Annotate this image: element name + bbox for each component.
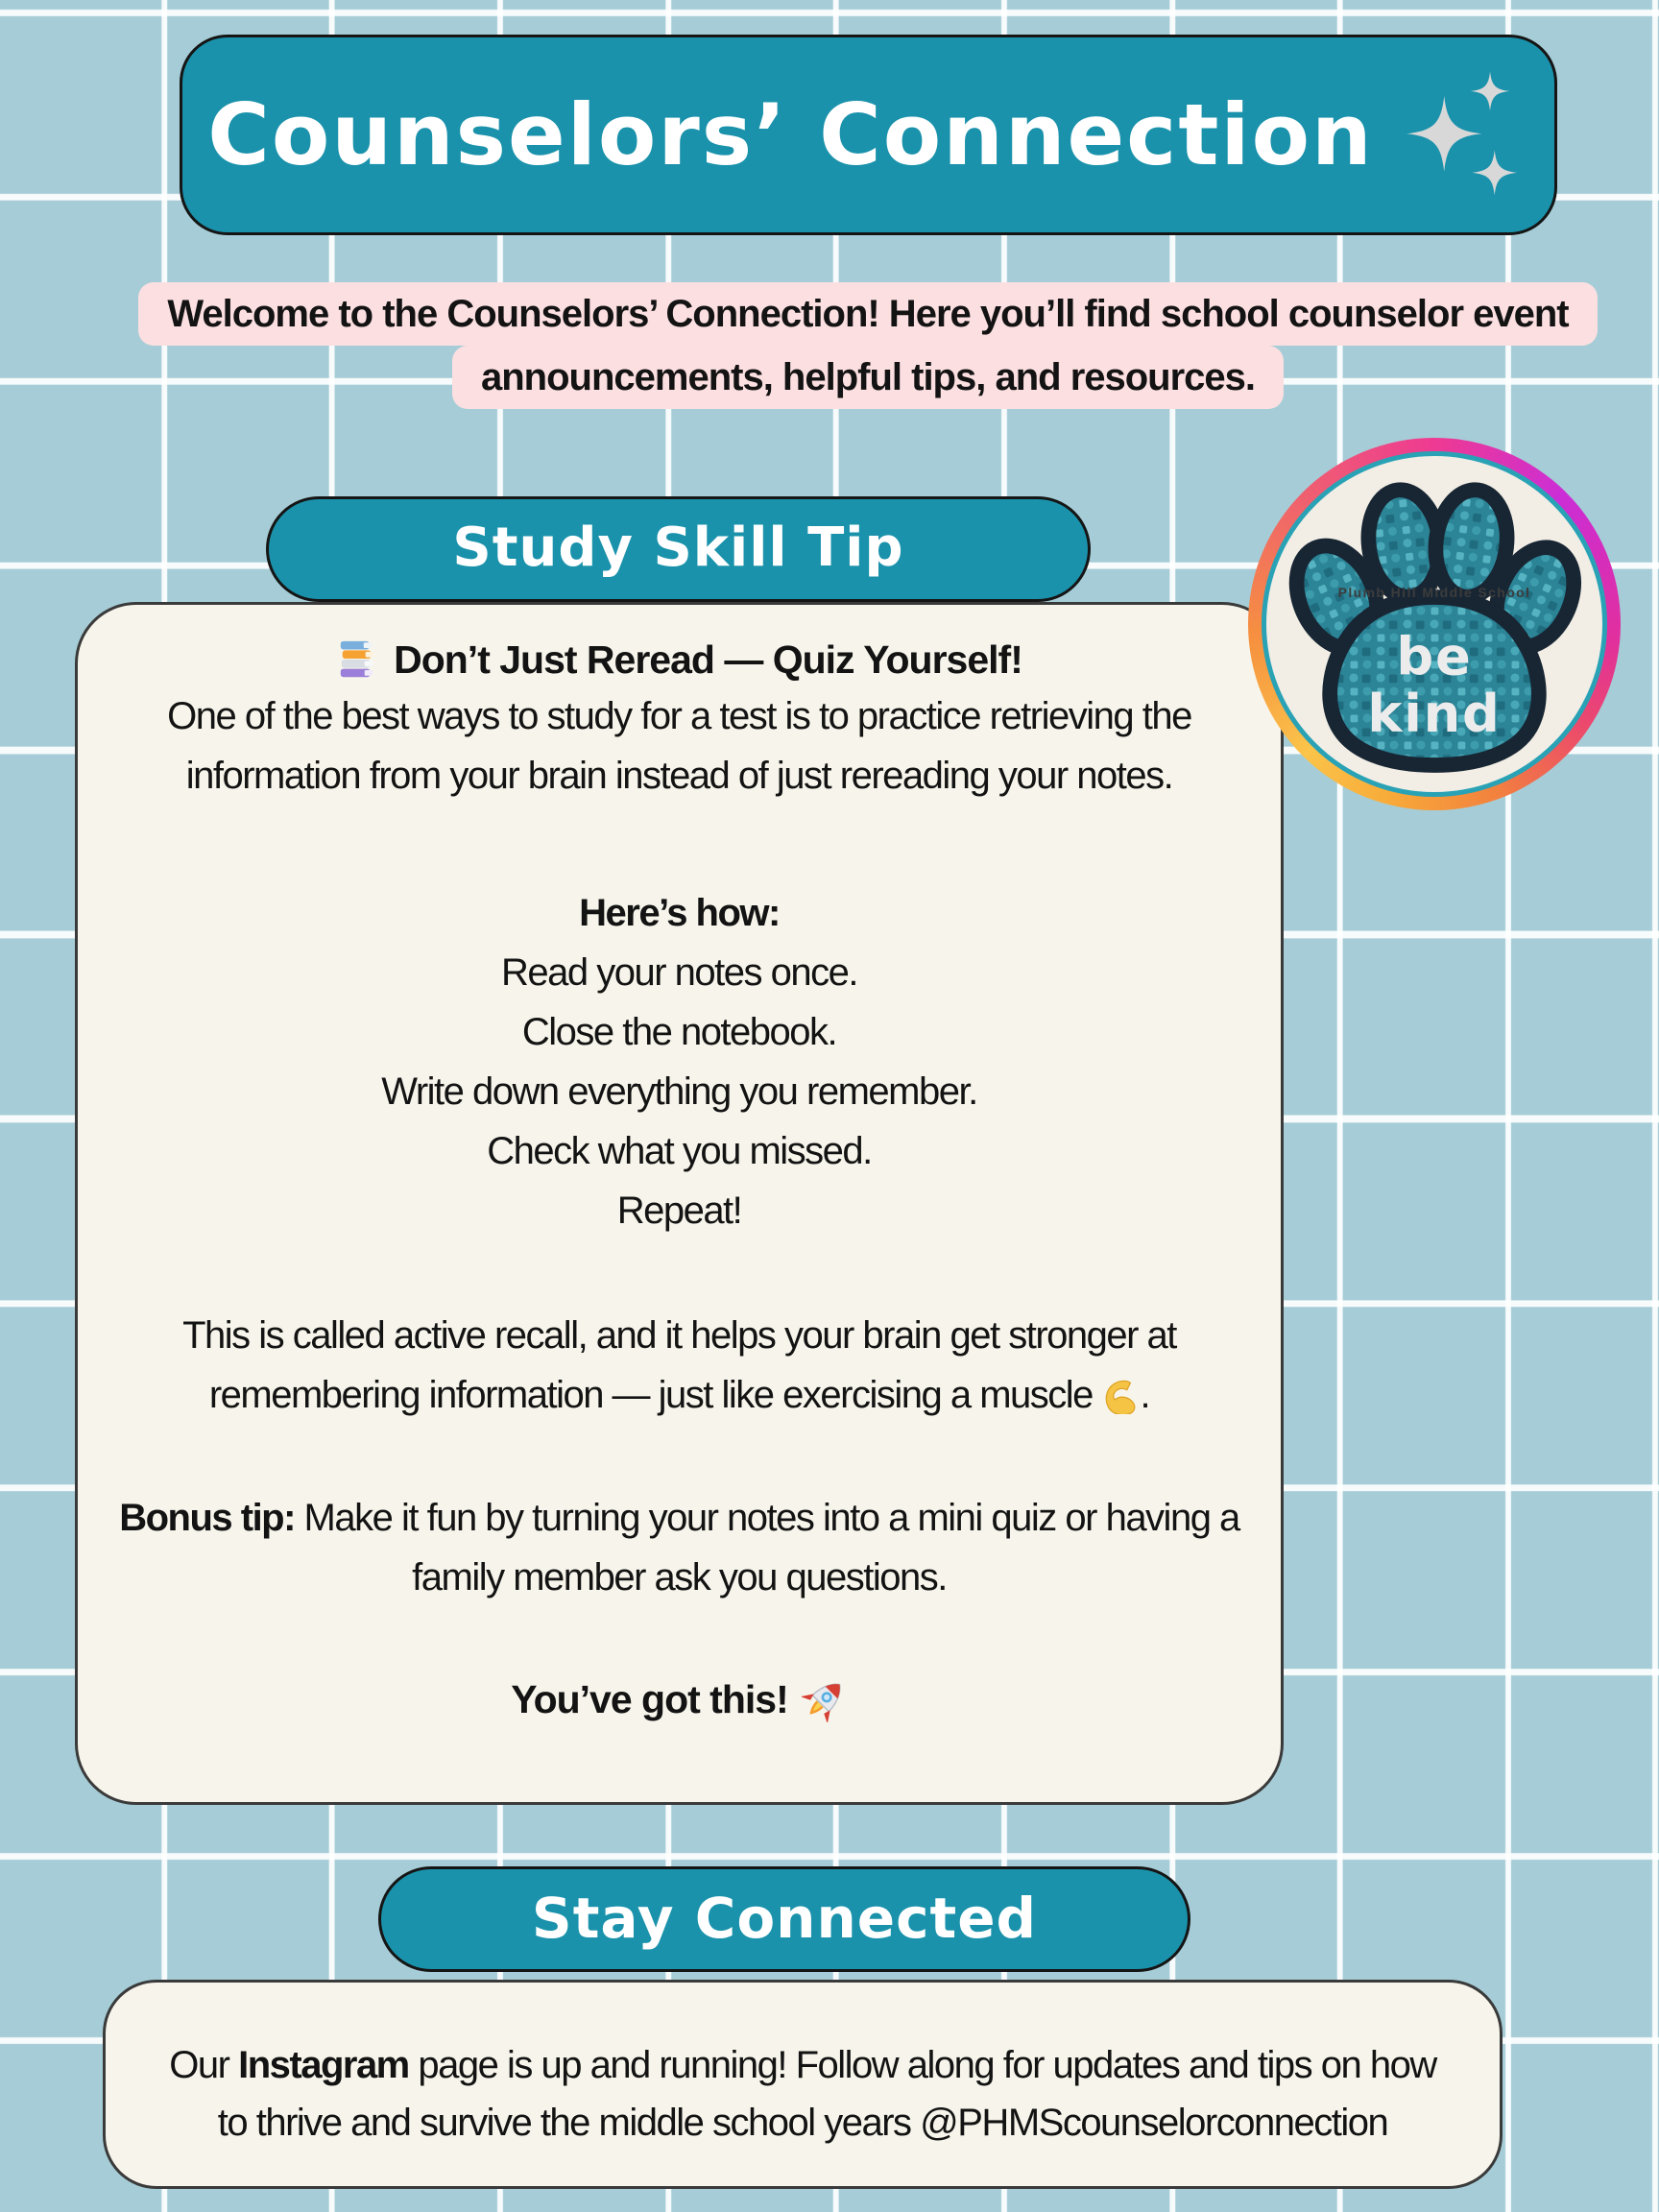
connect-text-rest: page is up and running! Follow along for updates and tips on how to thrive and survive the middle school years @PHMScounselorconnection xyxy=(217,2044,1436,2144)
books-icon xyxy=(336,637,380,682)
study-tip-intro: One of the best ways to study for a test is to practice retrieving the information from your brain instead of just rereading your notes. xyxy=(167,695,1191,797)
welcome-banner xyxy=(77,282,1659,409)
stay-connected-paragraph xyxy=(159,1983,1446,2152)
stay-connected-badge xyxy=(378,1866,1190,1972)
be-kind-text-line1: be xyxy=(1396,626,1473,687)
bonus-tip-text: Make it fun by turning your notes into a mini quiz or having a family member ask you questions. xyxy=(294,1497,1239,1599)
stay-connected-card xyxy=(103,1980,1503,2189)
study-step: Write down everything you remember. xyxy=(381,1070,977,1113)
study-tip-card xyxy=(75,602,1284,1805)
study-skill-tip-badge xyxy=(266,496,1091,602)
active-recall-period: . xyxy=(1140,1374,1150,1416)
active-recall-paragraph xyxy=(113,1306,1246,1425)
paw-print-graphic xyxy=(1262,451,1607,797)
flexed-biceps-icon xyxy=(1102,1376,1141,1414)
study-step: Close the notebook. xyxy=(521,1011,837,1053)
be-kind-text-line2: kind xyxy=(1367,684,1502,744)
welcome-line-2: announcements, helpful tips, and resources. xyxy=(452,346,1284,409)
heres-how-label: Here’s how: xyxy=(579,892,780,934)
school-name-text: Plumb Hill Middle School xyxy=(1337,585,1531,600)
closing-line xyxy=(113,1670,1246,1729)
connect-text-start: Our xyxy=(169,2044,239,2086)
study-step: Repeat! xyxy=(616,1190,742,1232)
bonus-tip-label: Bonus tip: xyxy=(119,1497,295,1539)
study-step: Read your notes once. xyxy=(501,951,857,994)
study-tip-title: Don’t Just Reread — Quiz Yourself! xyxy=(394,637,1022,682)
bonus-tip-paragraph xyxy=(113,1488,1246,1607)
header-banner xyxy=(180,35,1557,235)
study-step: Check what you missed. xyxy=(487,1130,872,1172)
welcome-line-1: Welcome to the Counselors’ Connection! Here you’ll find school counselor event xyxy=(138,282,1597,346)
closing-text: You’ve got this! xyxy=(511,1677,788,1721)
active-recall-text: This is called active recall, and it helps your brain get stronger at remembering information — just like exercising a muscle xyxy=(182,1314,1176,1416)
stay-connected-badge-label: Stay Connected xyxy=(531,1886,1038,1951)
rocket-icon xyxy=(802,1676,848,1722)
school-seal-image xyxy=(1248,438,1621,810)
page-title: Counselors’ Connection xyxy=(207,85,1374,184)
instagram-label: Instagram xyxy=(238,2044,409,2086)
sparkles-icon xyxy=(1407,63,1529,207)
study-skill-tip-badge-label: Study Skill Tip xyxy=(452,517,904,579)
